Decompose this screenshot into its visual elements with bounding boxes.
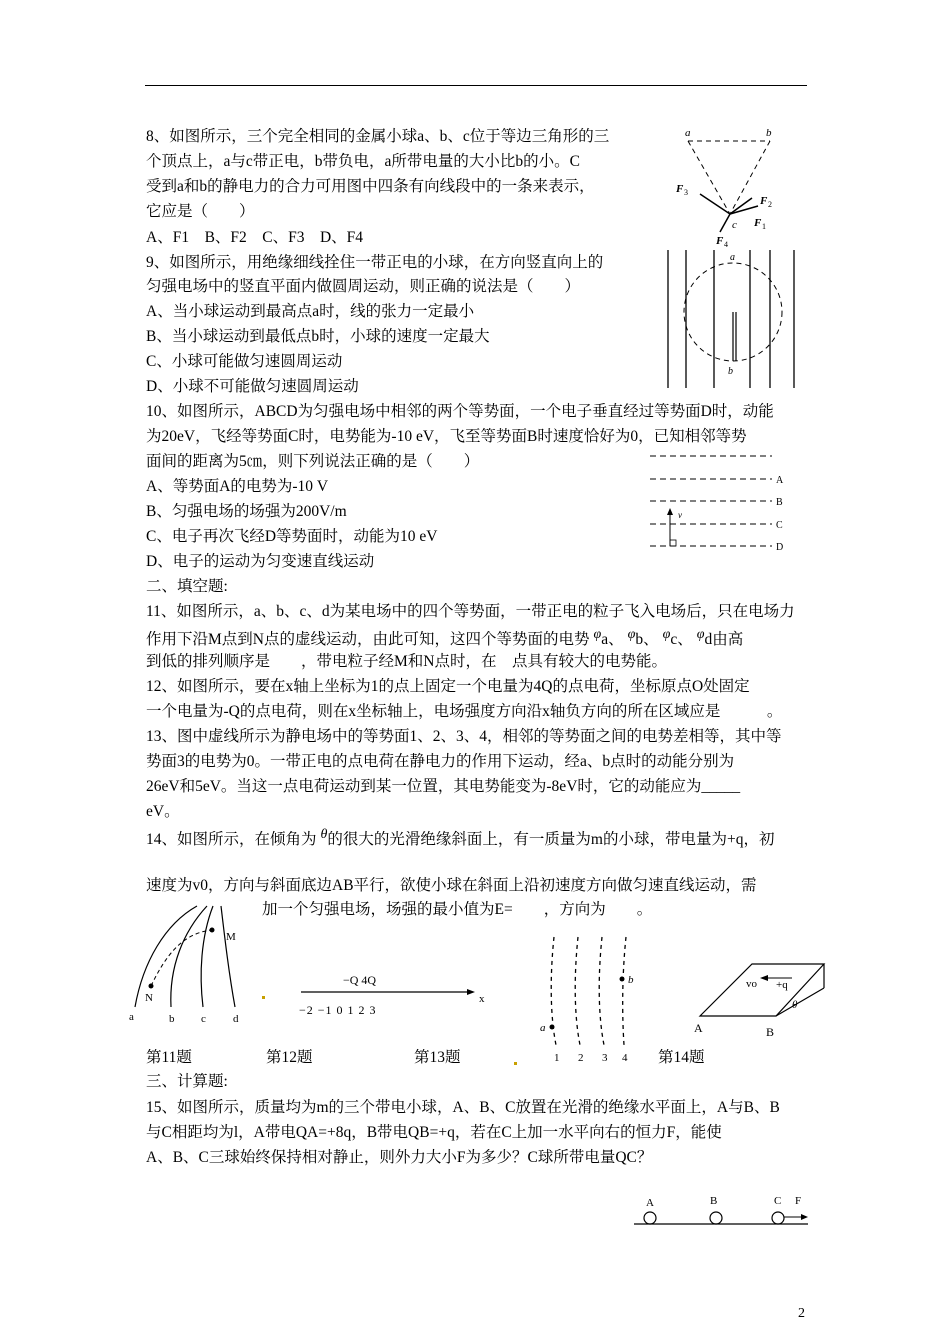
q8-line-4: 它应是（ ） <box>146 203 255 220</box>
q13-line-1: 13、图中虚线所示为静电场中的等势面1、2、3、4，相邻的等势面之间的电势差相等，其中等 <box>146 728 782 745</box>
q9-option-b: B、当小球运动到最低点b时，小球的速度一定最大 <box>146 328 490 345</box>
figure-12 <box>295 970 495 1020</box>
figure-13 <box>532 935 642 1065</box>
q14-line-1-a: 14、如图所示，在倾角为 <box>146 831 317 848</box>
caption-q12: 第12题 <box>266 1049 313 1066</box>
q10-option-c: C、电子再次飞经D等势面时，动能为10 eV <box>146 528 438 545</box>
fig14-label-q: +q <box>776 979 788 991</box>
fig13-label-1: 1 <box>554 1052 560 1064</box>
q9-option-d: D、小球不可能做匀速圆周运动 <box>146 378 359 395</box>
q8-line-3: 受到a和b的静电力的合力可用图中四条有向线段中的一条来表示， <box>146 178 595 195</box>
caption-q11: 第11题 <box>146 1049 192 1066</box>
q10-line-3: 面间的距离为5㎝，则下列说法正确的是（ ） <box>146 453 480 470</box>
q9-label-a: a <box>730 252 735 263</box>
fig11-label-N: N <box>145 992 153 1004</box>
q10-option-d: D、电子的运动为匀变速直线运动 <box>146 553 375 570</box>
q8-label-f3: F <box>676 183 684 195</box>
q8-label-f2-sub: 2 <box>768 200 772 209</box>
fig11-label-d: d <box>233 1013 239 1022</box>
fig13-label-3: 3 <box>602 1052 608 1064</box>
q13-line-2: 势面3的电势为0。一带正电的点电荷在静电力的作用下运动，经a、b点时的动能分别为 <box>146 753 735 770</box>
speck <box>514 1062 517 1065</box>
q11-sub-a: a、 <box>601 631 624 648</box>
q15-label-F: F <box>795 1195 802 1207</box>
q15-line-1: 15、如图所示，质量均为m的三个带电小球，A、B、C放置在光滑的绝缘水平面上，A与B、B <box>146 1099 780 1116</box>
phi-symbol-a: φ <box>593 627 602 642</box>
q14-line-1-b: 的很大的光滑绝缘斜面上，有一质量为m的小球，带电量为+q，初 <box>327 831 775 848</box>
q8-label-f4-sub: 4 <box>724 240 728 249</box>
section-2-heading: 二、填空题: <box>146 578 228 595</box>
q14-line-3: 加一个匀强电场，场强的最小值为E= ，方向为 。 <box>262 901 653 918</box>
fig14-label-A: A <box>694 1021 703 1035</box>
phi-symbol-c: φ <box>662 627 671 642</box>
q10-label-D: D <box>776 542 784 553</box>
fig14-label-B: B <box>766 1025 775 1039</box>
fig12-ticks: −2 −1 0 1 2 3 <box>299 1003 377 1017</box>
fig14-label-theta: θ <box>792 999 798 1011</box>
q10-label-B: B <box>776 497 783 508</box>
fig13-label-b: b <box>628 974 634 986</box>
q8-options: A、F1 B、F2 C、F3 D、F4 <box>146 229 364 246</box>
q8-label-c: c <box>732 219 737 231</box>
q9-line-2: 匀强电场中的竖直平面内做圆周运动，则正确的说法是（ ） <box>146 278 581 295</box>
caption-q13: 第13题 <box>414 1049 461 1066</box>
q15-label-A: A <box>646 1197 654 1209</box>
q14-line-2: 速度为v0，方向与斜面底边AB平行，欲使小球在斜面上沿初速度方向做匀速直线运动，需 <box>146 877 757 894</box>
q10-label-v: v <box>678 510 682 520</box>
q10-label-C: C <box>776 520 783 531</box>
fig14-label-vo: vo <box>746 978 757 990</box>
q13-line-3: 26eV和5eV。当这一点电荷运动到某一位置，其电势能变为-8eV时，它的动能应为_____ <box>146 778 741 795</box>
q10-figure <box>640 448 800 558</box>
q11-sub-d: d由高 <box>704 631 744 648</box>
q8-label-a: a <box>685 127 691 139</box>
header-rule <box>145 85 807 86</box>
q10-line-1: 10、如图所示，ABCD为匀强电场中相邻的两个等势面，一个电子垂直经过等势面D时，动能 <box>146 403 774 420</box>
fig13-label-2: 2 <box>578 1052 584 1064</box>
q15-figure <box>630 1192 820 1228</box>
q8-label-f1-sub: 1 <box>762 222 766 231</box>
q10-option-a: A、等势面A的电势为-10 V <box>146 478 329 495</box>
phi-symbol-b: φ <box>627 627 636 642</box>
fig11-label-M: M <box>226 931 236 943</box>
q15-label-C: C <box>774 1195 782 1207</box>
q10-option-b: B、匀强电场的场强为200V/m <box>146 503 347 520</box>
q12-line-2: 一个电量为-Q的点电荷，则在x坐标轴上，电场强度方向沿x轴负方向的所在区域应是 。 <box>146 703 783 720</box>
q15-line-2: 与C相距均为l，A带电QA=+8q，B带电QB=+q，若在C上加一水平向右的恒力F，能使 <box>146 1124 722 1141</box>
q12-line-1: 12、如图所示，要在x轴上坐标为1的点上固定一个电量为4Q的点电荷，坐标原点O处固定 <box>146 678 750 695</box>
q9-label-b: b <box>728 366 733 377</box>
q8-label-b: b <box>766 127 772 139</box>
figure-14 <box>688 950 838 1040</box>
q11-line-3: 到低的排列顺序是 ，带电粒子经M和N点时，在 点具有较大的电势能。 <box>146 653 667 670</box>
q15-line-3: A、B、C三球始终保持相对静止，则外力大小F为多少？C球所带电量QC？ <box>146 1149 653 1166</box>
q10-line-2: 为20eV，飞经等势面C时，电势能为-10 eV，飞至等势面B时速度恰好为0，已知相邻等势 <box>146 428 747 445</box>
q8-line-2: 个顶点上，a与c带正电，b带负电，a所带电量的大小比b的小。C <box>146 153 580 170</box>
q10-label-A: A <box>776 475 784 486</box>
q8-label-f2: F <box>760 195 768 207</box>
section-3-heading: 三、计算题: <box>146 1073 228 1090</box>
q11-line-2 <box>146 627 744 651</box>
fig13-label-a: a <box>540 1022 546 1034</box>
q15-label-B: B <box>710 1195 718 1207</box>
q8-figure <box>670 122 790 252</box>
q13-line-4: eV。 <box>146 803 180 820</box>
figure-11 <box>125 902 255 1022</box>
q9-option-c: C、小球可能做匀速圆周运动 <box>146 353 343 370</box>
q8-label-f3-sub: 3 <box>684 188 688 197</box>
q8-line-1: 8、如图所示，三个完全相同的金属小球a、b、c位于等边三角形的三 <box>146 128 610 145</box>
fig11-label-c: c <box>201 1013 206 1022</box>
q9-line-1: 9、如图所示，用绝缘细线拴住一带正电的小球，在方向竖直向上的 <box>146 254 604 271</box>
q9-option-a: A、当小球运动到最高点a时，线的张力一定最小 <box>146 303 475 320</box>
theta-symbol: θ <box>320 827 328 842</box>
q11-line-1: 11、如图所示，a、b、c、d为某电场中的四个等势面，一带正电的粒子飞入电场后，只在电场力 <box>146 603 795 620</box>
fig12-x-label: x <box>479 993 485 1005</box>
q11-sub-b: b、 <box>635 631 659 648</box>
page-number: 2 <box>798 1306 805 1321</box>
speck <box>262 996 265 999</box>
q8-label-f1: F <box>754 217 762 229</box>
fig11-label-b: b <box>169 1013 175 1022</box>
phi-symbol-d: φ <box>696 627 705 642</box>
caption-q14: 第14题 <box>658 1049 705 1066</box>
fig11-label-a: a <box>129 1011 134 1022</box>
q11-line-2-text: 作用下沿M点到N点的虚线运动，由此可知，这四个等势面的电势 <box>146 631 590 648</box>
q11-sub-c: c、 <box>670 631 693 648</box>
fig13-label-4: 4 <box>622 1052 628 1064</box>
q9-figure <box>660 250 810 390</box>
fig12-charges: −Q 4Q <box>343 973 377 987</box>
q14-line-1 <box>146 827 775 851</box>
q8-label-f4: F <box>716 235 724 247</box>
